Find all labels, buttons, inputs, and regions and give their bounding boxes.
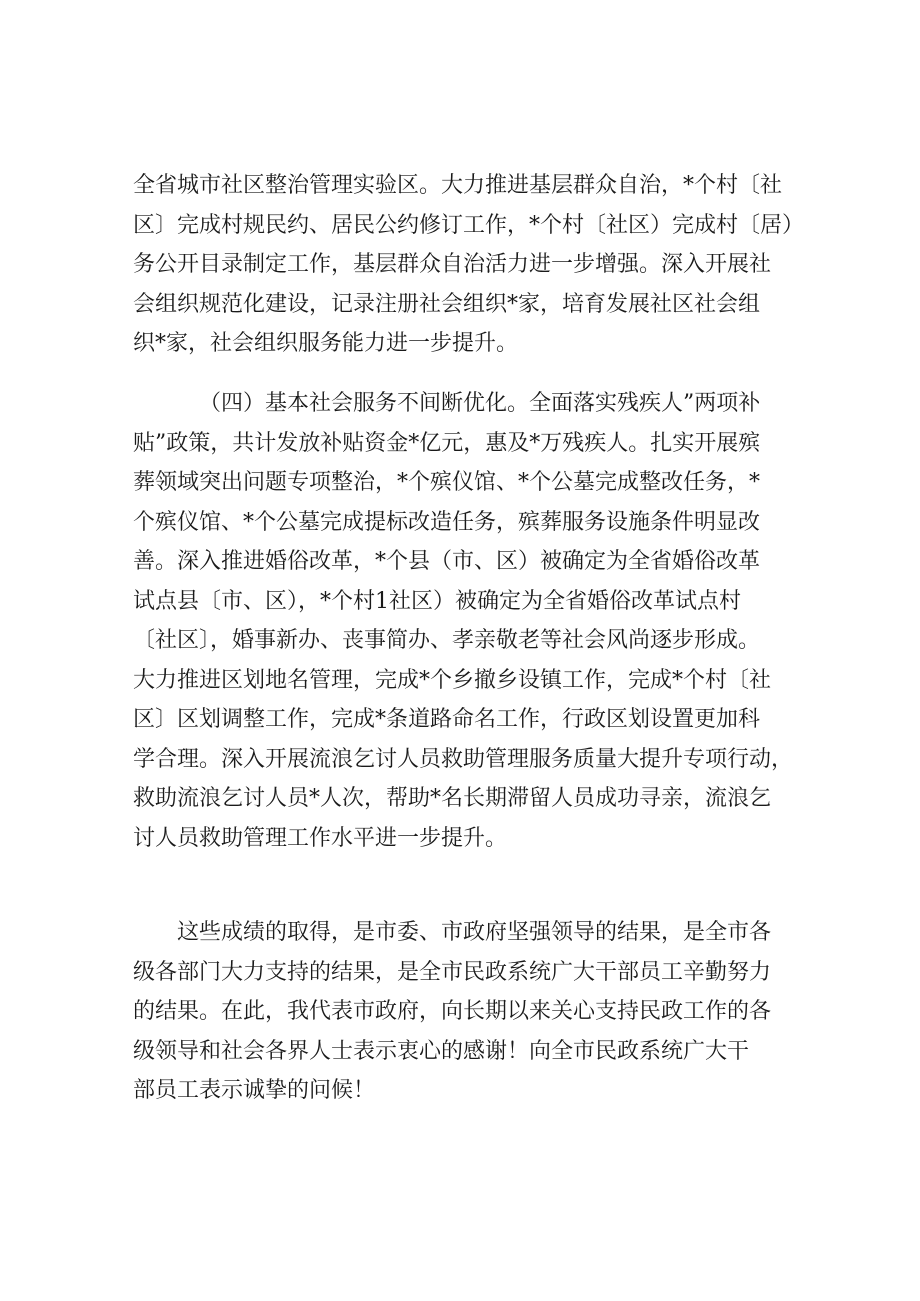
text-line: 区〕完成村规民约、居民公约修订工作，*个村〔社区）完成村〔居） <box>133 212 805 238</box>
text-line: 救助流浪乞讨人员*人次，帮助*名长期滞留人员成功寻亲，流浪乞 <box>133 786 772 811</box>
text-line: 部员工表示诚挚的问候！ <box>133 1078 376 1103</box>
text-line: 学合理。深入开展流浪乞讨人员救助管理服务质量大提升专项行动， <box>133 746 794 772</box>
text-line: 贴”政策，共计发放补贴资金*亿元，惠及*万残疾人。扎实开展殡 <box>133 430 761 456</box>
text-line: 全省城市社区整治管理实验区。大力推进基层群众自治，*个村〔社 <box>133 173 783 198</box>
paragraph-acknowledgements <box>133 913 813 1111</box>
text-line: 的结果。在此，我代表市政府，向长期以来关心支持民政工作的各 <box>133 999 772 1024</box>
text-line: 会组织规范化建设，记录注册社会组织*家，培育发展社区社会组 <box>133 291 761 317</box>
text-line: 葬领域突出问题专项整治，*个殡仪馆、*个公墓完成整改任务，* <box>133 470 761 495</box>
text-line: 级各部门大力支持的结果，是全市民政系统广大干部员工辛勤努力 <box>133 959 772 985</box>
text-line: 务公开目录制定工作，基层群众自治活力进一步增强。深入开展社 <box>133 252 772 277</box>
text-line: 试点县〔市、区），*个村1社区）被确定为全省婚俗改革试点村 <box>133 588 741 614</box>
paragraph-basic-social-services <box>133 384 813 858</box>
text-line: 〔社区〕，婚事新办、丧事简办、孝亲敬老等社会风尚逐步形成。 <box>133 628 761 653</box>
text-line: 讨人员救助管理工作水平进一步提升。 <box>133 825 508 851</box>
text-line: 个殡仪馆、*个公墓完成提标改造任务，殡葬服务设施条件明显改 <box>133 509 761 535</box>
text-line: （四）基本社会服务不间断优化。全面落实残疾人”两项补 <box>199 391 761 416</box>
text-line: 这些成绩的取得，是市委、市政府坚强领导的结果，是全市各 <box>177 920 772 945</box>
text-line: 区〕区划调整工作，完成*条道路命名工作，行政区划设置更加科 <box>133 707 761 732</box>
text-line: 织*家，社会组织服务能力进一步提升。 <box>133 331 519 356</box>
text-line: 级领导和社会各界人士表示衷心的感谢！向全市民政系统广大干 <box>133 1038 750 1064</box>
text-line: 善。深入推进婚俗改革，*个县（市、区）被确定为全省婚俗改革 <box>133 549 761 574</box>
paragraph-community-governance <box>133 166 813 364</box>
text-line: 大力推进区划地名管理，完成*个乡撤乡设镇工作，完成*个村〔社 <box>133 667 772 693</box>
